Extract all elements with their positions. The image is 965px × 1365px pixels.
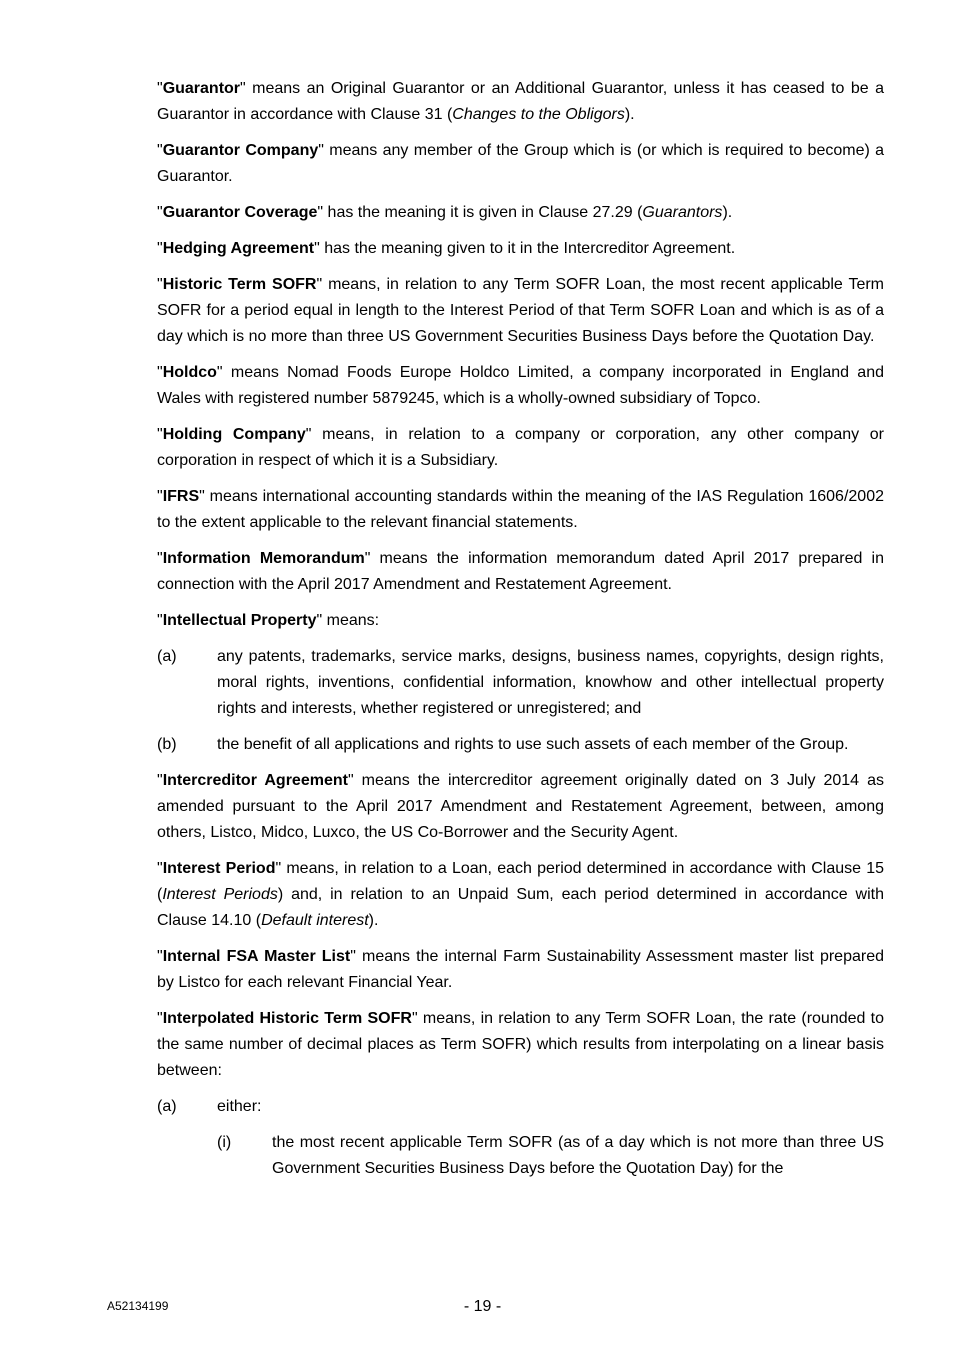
definition-internal-fsa-master-list: "Internal FSA Master List" means the internal Farm Sustainability Assessment master list prepared by Listco for each relevant Financial Year. xyxy=(157,948,884,991)
clause-reference: Default interest xyxy=(261,912,369,929)
item-label: (i) xyxy=(217,1134,232,1151)
definition-text: has the meaning it is given in Clause 27.29 ( xyxy=(323,204,643,221)
definition-intercreditor-agreement: "Intercreditor Agreement" means the intercreditor agreement originally dated on 3 July 2014 as amended pursuant to the April 2017 Amendment and Restatement Agreement, between, among others, Listco, Midco, Luxco, the US Co-Borrower and the Security Agent. xyxy=(157,772,885,841)
clause-reference: Changes to the Obligors xyxy=(452,106,625,123)
definition-holding-company: "Holding Company" means, in relation to a company or corporation, any other company or corporation in respect of which it is a Subsidiary. xyxy=(157,426,884,469)
definition-information-memorandum: "Information Memorandum" means the information memorandum dated April 2017 prepared in connection with the April 2017 Amendment and Restatement Agreement. xyxy=(157,550,884,593)
document-page xyxy=(157,76,884,1192)
definition-ifrs: "IFRS" means international accounting standards within the meaning of the IAS Regulation 1606/2002 to the extent applicable to the relevant financial statements. xyxy=(157,488,884,531)
definition-guarantor-company: "Guarantor Company" means any member of the Group which is (or which is required to become) a Guarantor. xyxy=(157,142,885,185)
definition-text: means, in relation to any Term SOFR Loan, the most recent applicable Term SOFR for a period equal in length to the Interest Period of that Term SOFR Loan and which is as of a day which is no more than three US Government Securities Business Days before the Quotation Day. xyxy=(157,276,885,345)
definition-text: has the meaning given to it in the Intercreditor Agreement. xyxy=(319,240,736,257)
definition-historic-term-sofr: "Historic Term SOFR" means, in relation to any Term SOFR Loan, the most recent applicable Term SOFR for a period equal in length to the Interest Period of that Term SOFR Loan and which is as of a day which is no more than three US Government Securities Business Days before the Quotation Day. xyxy=(157,276,885,345)
definition-text: ). xyxy=(368,912,379,929)
definition-text: means international accounting standards within the meaning of the IAS Regulation 1606/2002 to the extent applicable to the relevant financial statements. xyxy=(157,488,884,531)
definition-text: means the intercreditor agreement originally dated on 3 July 2014 as amended pursuant to the April 2017 Amendment and Restatement Agreement, between, among others, Listco, Midco, Luxco, the US Co-Borrower and the Security Agent. xyxy=(157,772,885,841)
item-label: (a) xyxy=(157,1098,177,1115)
item-text: the benefit of all applications and rights to use such assets of each member of the Group. xyxy=(217,736,849,753)
definition-interpolated-historic-term-sofr: "Interpolated Historic Term SOFR" means, in relation to any Term SOFR Loan, the rate (rounded to the same number of decimal places as Term SOFR) which results from interpolating on a linear basis between: xyxy=(157,1010,884,1079)
list-item xyxy=(157,644,884,722)
term: Interpolated Historic Term SOFR xyxy=(162,1010,412,1027)
definition-text: means, in relation to a company or corporation, any other company or corporation in respect of which it is a Subsidiary. xyxy=(157,426,884,469)
item-text: the most recent applicable Term SOFR (as of a day which is not more than three US Government Securities Business Days before the Quotation Day) for the xyxy=(272,1134,884,1177)
term: Hedging Agreement xyxy=(162,240,315,257)
term: Information Memorandum xyxy=(162,550,365,567)
term: Holdco xyxy=(162,364,217,381)
term: Intellectual Property xyxy=(162,612,317,629)
definition-text: ). xyxy=(624,106,635,123)
term: Guarantor xyxy=(162,80,241,97)
definition-holdco: "Holdco" means Nomad Foods Europe Holdco Limited, a company incorporated in England and Wales with registered number 5879245, which is a wholly-owned subsidiary of Topco. xyxy=(157,364,884,407)
definition-text: means, in relation to any Term SOFR Loan, the rate (rounded to the same number of decimal places as Term SOFR) which results from interpolating on a linear basis between: xyxy=(157,1010,884,1079)
definition-text: ) and, in relation to an Unpaid Sum, each period determined in accordance with Clause 14.10 ( xyxy=(157,886,884,929)
definition-interest-period: "Interest Period" means, in relation to a Loan, each period determined in accordance with Clause 15 (Interest Periods) and, in relation to an Unpaid Sum, each period determined in accordance with Clause 14.10 (Default interest). xyxy=(157,860,885,929)
document-reference: A52134199 xyxy=(107,1299,169,1313)
item-text: any patents, trademarks, service marks, designs, business names, copyrights, design rights, moral rights, inventions, confidential information, knowhow and other intellectual property rights and interests, whether registered or unregistered; and xyxy=(217,648,884,717)
item-text: either: xyxy=(217,1098,262,1115)
definition-text: ). xyxy=(722,204,733,221)
term: Guarantor Coverage xyxy=(162,204,318,221)
item-label: (b) xyxy=(157,736,177,753)
definition-hedging-agreement: "Hedging Agreement" has the meaning given to it in the Intercreditor Agreement. xyxy=(157,240,736,257)
term: Internal FSA Master List xyxy=(162,948,351,965)
definition-text: means any member of the Group which is (or which is required to become) a Guarantor. xyxy=(157,142,885,185)
term: IFRS xyxy=(162,488,200,505)
definition-text: means an Original Guarantor or an Additional Guarantor, unless it has ceased to be a Guarantor in accordance with Clause 31 ( xyxy=(157,80,884,123)
term: Historic Term SOFR xyxy=(162,276,317,293)
definition-text: means, in relation to a Loan, each period determined in accordance with Clause 15 ( xyxy=(157,860,885,903)
term: Holding Company xyxy=(162,426,306,443)
item-label: (a) xyxy=(157,648,177,665)
definition-guarantor: "Guarantor" means an Original Guarantor or an Additional Guarantor, unless it has ceased to be a Guarantor in accordance with Clause 31 (Changes to the Obligors). xyxy=(157,80,884,123)
term: Interest Period xyxy=(162,860,276,877)
definition-text: means the information memorandum dated April 2017 prepared in connection with the April 2017 Amendment and Restatement Agreement. xyxy=(157,550,884,593)
definition-guarantor-coverage: "Guarantor Coverage" has the meaning it is given in Clause 27.29 (Guarantors). xyxy=(157,204,733,221)
page-number: - 19 - xyxy=(463,1298,502,1315)
definition-text: means Nomad Foods Europe Holdco Limited, a company incorporated in England and Wales with registered number 5879245, which is a wholly-owned subsidiary of Topco. xyxy=(157,364,884,407)
clause-reference: Guarantors xyxy=(642,204,723,221)
definition-text: means the internal Farm Sustainability Assessment master list prepared by Listco for each relevant Financial Year. xyxy=(157,948,884,991)
clause-reference: Interest Periods xyxy=(162,886,278,903)
list-item xyxy=(157,732,884,758)
definition-intellectual-property: "Intellectual Property" means: xyxy=(157,612,380,629)
definition-text: means: xyxy=(322,612,380,629)
list-item xyxy=(157,1094,884,1120)
term: Intercreditor Agreement xyxy=(162,772,348,789)
term: Guarantor Company xyxy=(162,142,319,159)
sub-list-item xyxy=(157,1130,884,1182)
